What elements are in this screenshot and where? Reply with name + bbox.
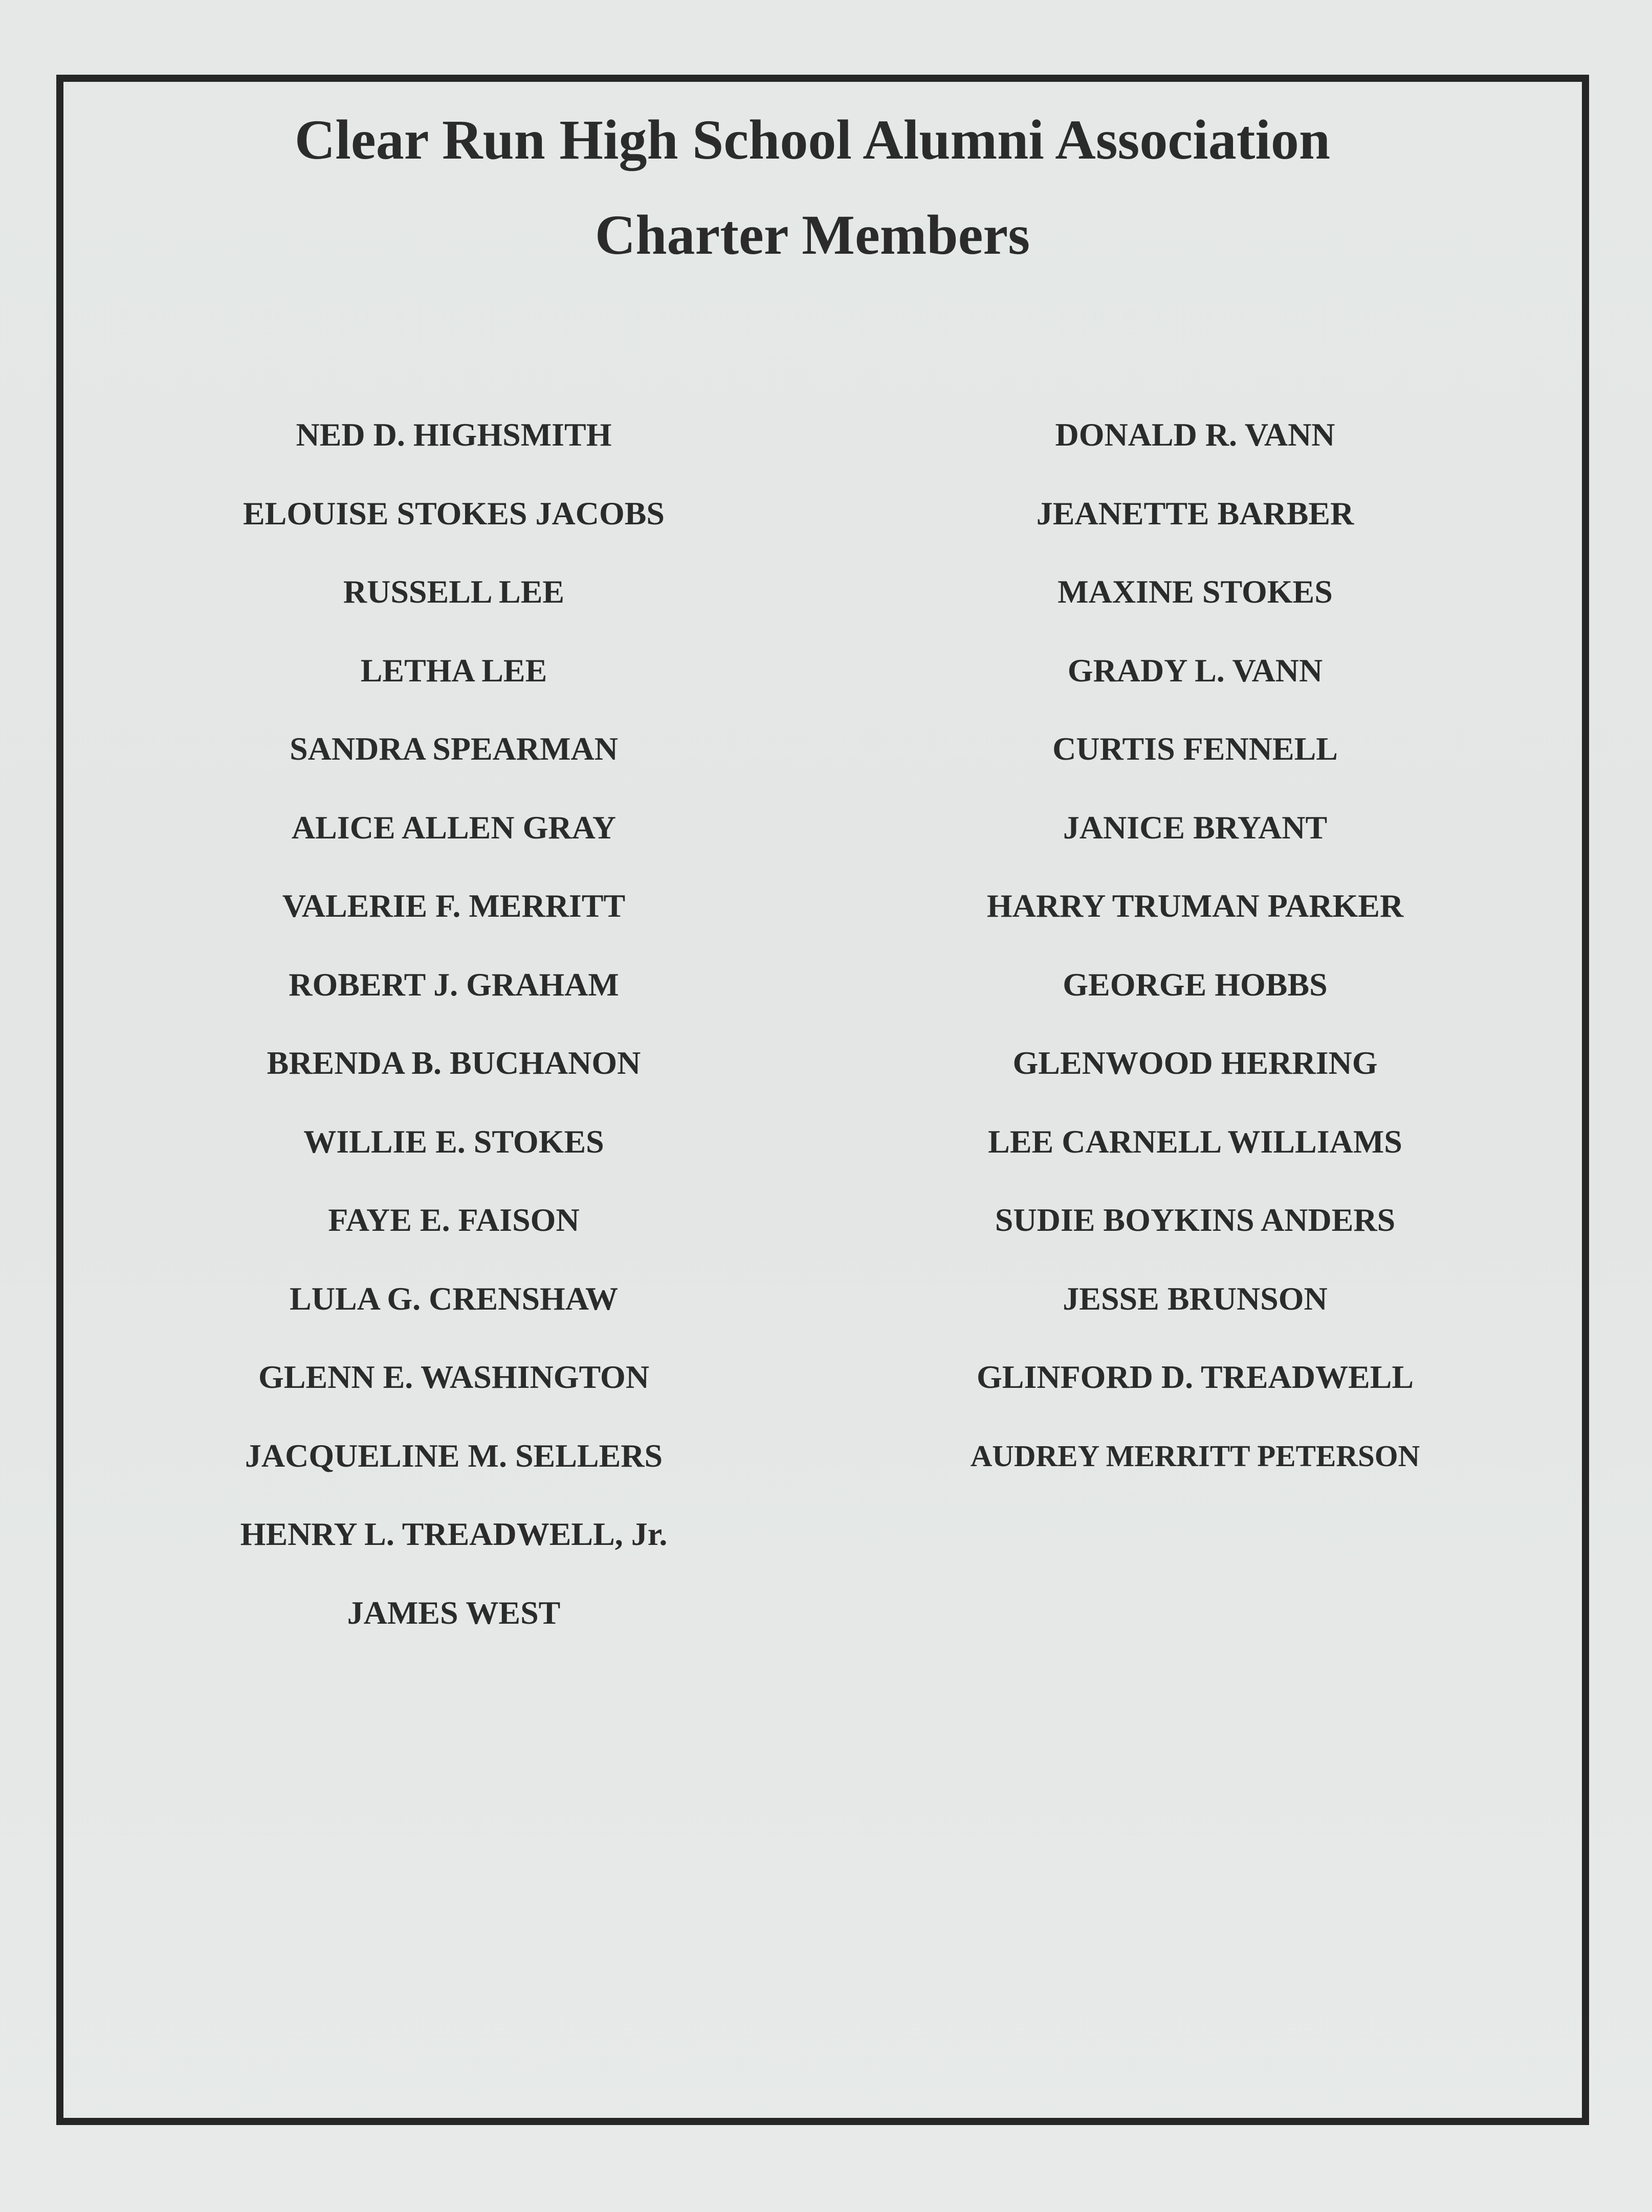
document-title: Clear Run High School Alumni Association	[294, 108, 1331, 171]
member-name: SANDRA SPEARMAN	[290, 731, 618, 767]
member-name: GEORGE HOBBS	[1063, 966, 1328, 1003]
member-name: GLINFORD D. TREADWELL	[976, 1359, 1414, 1395]
members-list-left	[147, 412, 761, 1668]
member-name: BRENDA B. BUCHANON	[267, 1045, 641, 1081]
member-name: JANICE BRYANT	[1063, 809, 1328, 846]
member-name: JACQUELINE M. SELLERS	[245, 1437, 663, 1474]
member-name: HARRY TRUMAN PARKER	[986, 888, 1404, 924]
member-name: LEE CARNELL WILLIAMS	[988, 1123, 1402, 1160]
member-name: NED D. HIGHSMITH	[296, 416, 612, 453]
member-name: VALERIE F. MERRITT	[282, 888, 626, 924]
member-name: ROBERT J. GRAHAM	[289, 966, 619, 1003]
member-name: GRADY L. VANN	[1067, 652, 1323, 689]
member-name: WILLIE E. STOKES	[303, 1123, 604, 1160]
member-name: ALICE ALLEN GRAY	[291, 809, 616, 846]
member-name: LULA G. CRENSHAW	[290, 1280, 618, 1317]
member-name: CURTIS FENNELL	[1052, 731, 1338, 767]
member-name: SUDIE BOYKINS ANDERS	[995, 1202, 1396, 1238]
member-name: HENRY L. TREADWELL, Jr.	[240, 1516, 668, 1552]
member-name: AUDREY MERRITT PETERSON	[970, 1439, 1420, 1473]
member-name: MAXINE STOKES	[1058, 573, 1333, 610]
member-name: GLENN E. WASHINGTON	[258, 1359, 650, 1395]
member-name: JAMES WEST	[347, 1594, 561, 1631]
member-name: JESSE BRUNSON	[1063, 1280, 1328, 1317]
member-name: ELOUISE STOKES JACOBS	[243, 495, 665, 532]
document-subtitle: Charter Members	[594, 204, 1030, 266]
member-name: FAYE E. FAISON	[328, 1202, 580, 1238]
member-name: GLENWOOD HERRING	[1012, 1045, 1378, 1081]
member-name: JEANETTE BARBER	[1036, 495, 1354, 532]
member-name: LETHA LEE	[360, 652, 547, 689]
members-list-right	[888, 412, 1502, 1511]
member-name: RUSSELL LEE	[343, 573, 565, 610]
member-name: DONALD R. VANN	[1055, 416, 1335, 453]
